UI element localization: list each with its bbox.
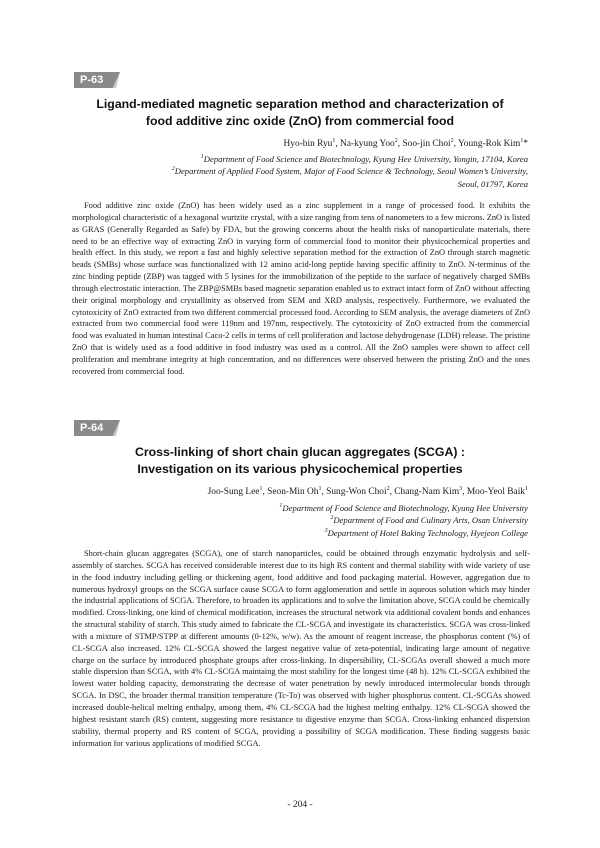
abstract-tag-label: P-63 [80,74,104,86]
author-name: Joo-Sung Lee [207,487,260,497]
affiliation-text: Department of Food Science and Biotechnology, Kyung Hee University [282,503,528,513]
author-name: Seon-Min Oh [267,487,319,497]
author-separator: , [462,487,467,497]
title-line: Cross-linking of short chain glucan aggregates (SCGA) : [134,445,465,459]
affiliation-line [172,165,528,177]
abstract-title [70,96,530,130]
author-separator: , [335,139,341,149]
author-affiliation-mark: 1 [520,137,524,144]
author-separator: , [397,139,403,149]
author-name: Soo-jin Choi [402,139,451,149]
page-number: - 204 - [287,800,313,810]
author-list [284,138,528,150]
affiliation-text: Department of Hotel Baking Technology, Hyejeon College [327,527,528,538]
affiliation-text: Seoul, 01797, Korea [457,178,528,189]
author-name: Chang-Nam Kim [394,487,460,497]
author-affiliation-mark: 1 [332,137,336,144]
author-affiliation-mark: 2 [450,137,454,144]
affiliation-line [172,178,528,190]
abstract-body: Food additive zinc oxide (ZnO) has been widely used as a zinc supplement in a range of processed food. It exhibits the morphological characteristic of a hexagonal wurtzite crystal, with a size ranging from tens of nanometers to a few microns. ZnO is listed as GRAS (Generally Regarded as Safe) by FDA, but the growing concerns about the health risks of nanoparticulate materials, there need to be an effective way of extracting ZnO in varying form of commercial food to monitor their physicochemical properties and health effect. In this study, we report a fast and highly selective separation method for the extraction of ZnO through starch magnetic beads (SMBs) whose surface was functionalized with 12 amino acid-long peptide having specific affinity to ZnO. N-terminus of the zinc binding peptide (ZBP) was tagged with 5 lysines for the immobilization of the peptide to the surface of negatively charged SMBs through electrostatic interaction. The ZBP@SMBs based magnetic separation enabled us to extract intact form of ZnO without affecting their original morphology and crystallinity as observed from SEM and XRD analysis, respectively. Furthermore, we evaluated the cytotoxicity of ZnO extracted from two different commercial processed food. According to SEM analysis, the average diameters of ZnO extracted from two commercial food were 119nm and 197nm, respectively. The cytotoxicity of ZnO extracted from the commercial food was evaluated in human intestinal Caco-2 cells in terms of cell proliferation and lactose dehydrogenase (LDH) release. The pristine ZnO that is widely used as a food additive in food industry was used as a control. All the ZnO samples were shown to affect cell proliferation and membrane integrity at high concentration, and no differences were observed between the pristing ZnO and the ones recovered from commercial food. [72,201,530,376]
affiliation-list [279,502,528,539]
author-name: Moo-Yeol Baik [466,487,525,497]
affiliation-text: Department of Food Science and Biotechnology, Kyung Hee University, Yongin, 17104, Korea [203,154,528,164]
author-separator: , [321,487,327,497]
author-separator: , [453,139,458,149]
author-affiliation-mark: 1 [259,485,263,492]
author-name: Na-kyung Yoo [340,139,395,149]
author-affiliation-mark: 2 [386,485,390,492]
author-affiliation-mark: 1 [318,485,322,492]
author-affiliation-mark: 2 [394,137,398,144]
author-affiliation-mark: 3 [459,485,463,492]
author-list [208,486,528,498]
author-separator: , [262,487,268,497]
affiliation-mark: 2 [171,166,175,173]
author-name: Young-Rok Kim [457,139,521,149]
author-affiliation-mark: 1 [525,485,528,492]
affiliation-mark: 3 [324,527,328,534]
author-separator: , [389,487,395,497]
abstract-tag-label: P-64 [80,422,104,434]
abstract-body: Short-chain glucan aggregates (SCGA), one of starch nanoparticles, could be obtained through enzymatic hydrolysis and self-assembly of starches. SCGA has received considerable interest due to its high RS content and thermal stability with wide variety of use in the food industry including gelling or thickening agent, food additive and food packaging material. However, aggregation due to numerous hydroxyl groups on the SCGA surface cause SCGA to form agglomeration and settle in aqueous solution which may hinder the industrial applications of SCGA. Therefore, to broaden its applications and to solve the limitation above, SCGA could be chemically modified. Cross-linking, one kind of chemical modification, increases the structural network via additional covalent bonds and enhances the structural stability of starch. This study aimed to fabricate the CL-SCGA and investigate its characteristics. SCGA was cross-linked with a mixture of STMP/STPP at different amounts (0-12%, w/w). As the amount of reagent increase, the phosphorus content (%) of CL-SCGA also increased. 12% CL-SCGA showed the largest negative value of zeta-potential, indicating large amount of negative charge on the surface by introduced phosphate groups after cross-linking. In dispersibility, CL-SCGAs overall showed a much more stable dispersion than SCGA, with 4% CL-SCGA maintaing the most stability for the longest time (48 h). 12% CL-SCGA exhibited the lowest water holding capacity, demonstrating the decrease of water penetration by newly introduced intermolecular bonds through SCGA. In DSC, the broader thermal transition temperature (Tc-To) was observed with higher phosphorus content. CL-SCGAs showed increased double-helical melting enthalpy, among them, 4% CL-SCGA had the highest melting enthalpy. 12% CL-SCGA showed the highest resistant starch (RS) content, suggesting more resistance to digestive enzyme than SCGA. Cross-linking enhanced dispersion stability, thermal property and RS content of SCGA, providing a possibility of SCGA modification. These finding suggests basic information for various applications of modified SCGA. [72,549,530,748]
affiliation-text: Department of Food and Culinary Arts, Osan University [333,515,528,526]
affiliation-mark: 1 [279,503,283,510]
author-name: Hyo-bin Ryu [283,139,333,149]
affiliation-mark: 1 [200,154,204,161]
title-line: food additive zinc oxide (ZnO) from commercial food [145,114,455,128]
affiliation-line [172,153,528,165]
affiliation-line [279,527,528,539]
affiliation-line [279,514,528,526]
affiliation-line [279,502,528,514]
title-line: Ligand-mediated magnetic separation method and characterization of [96,97,504,111]
title-line: Investigation on its various physicochemical properties [137,462,463,476]
affiliation-text: Department of Applied Food System, Major of Food Science & Technology, Seoul Women’s University, [174,166,528,177]
affiliation-mark: 2 [330,515,334,522]
affiliation-list [172,153,528,190]
author-name: Sung-Won Choi [326,487,387,497]
author-separator: * [523,139,528,149]
abstract-title [70,444,530,478]
